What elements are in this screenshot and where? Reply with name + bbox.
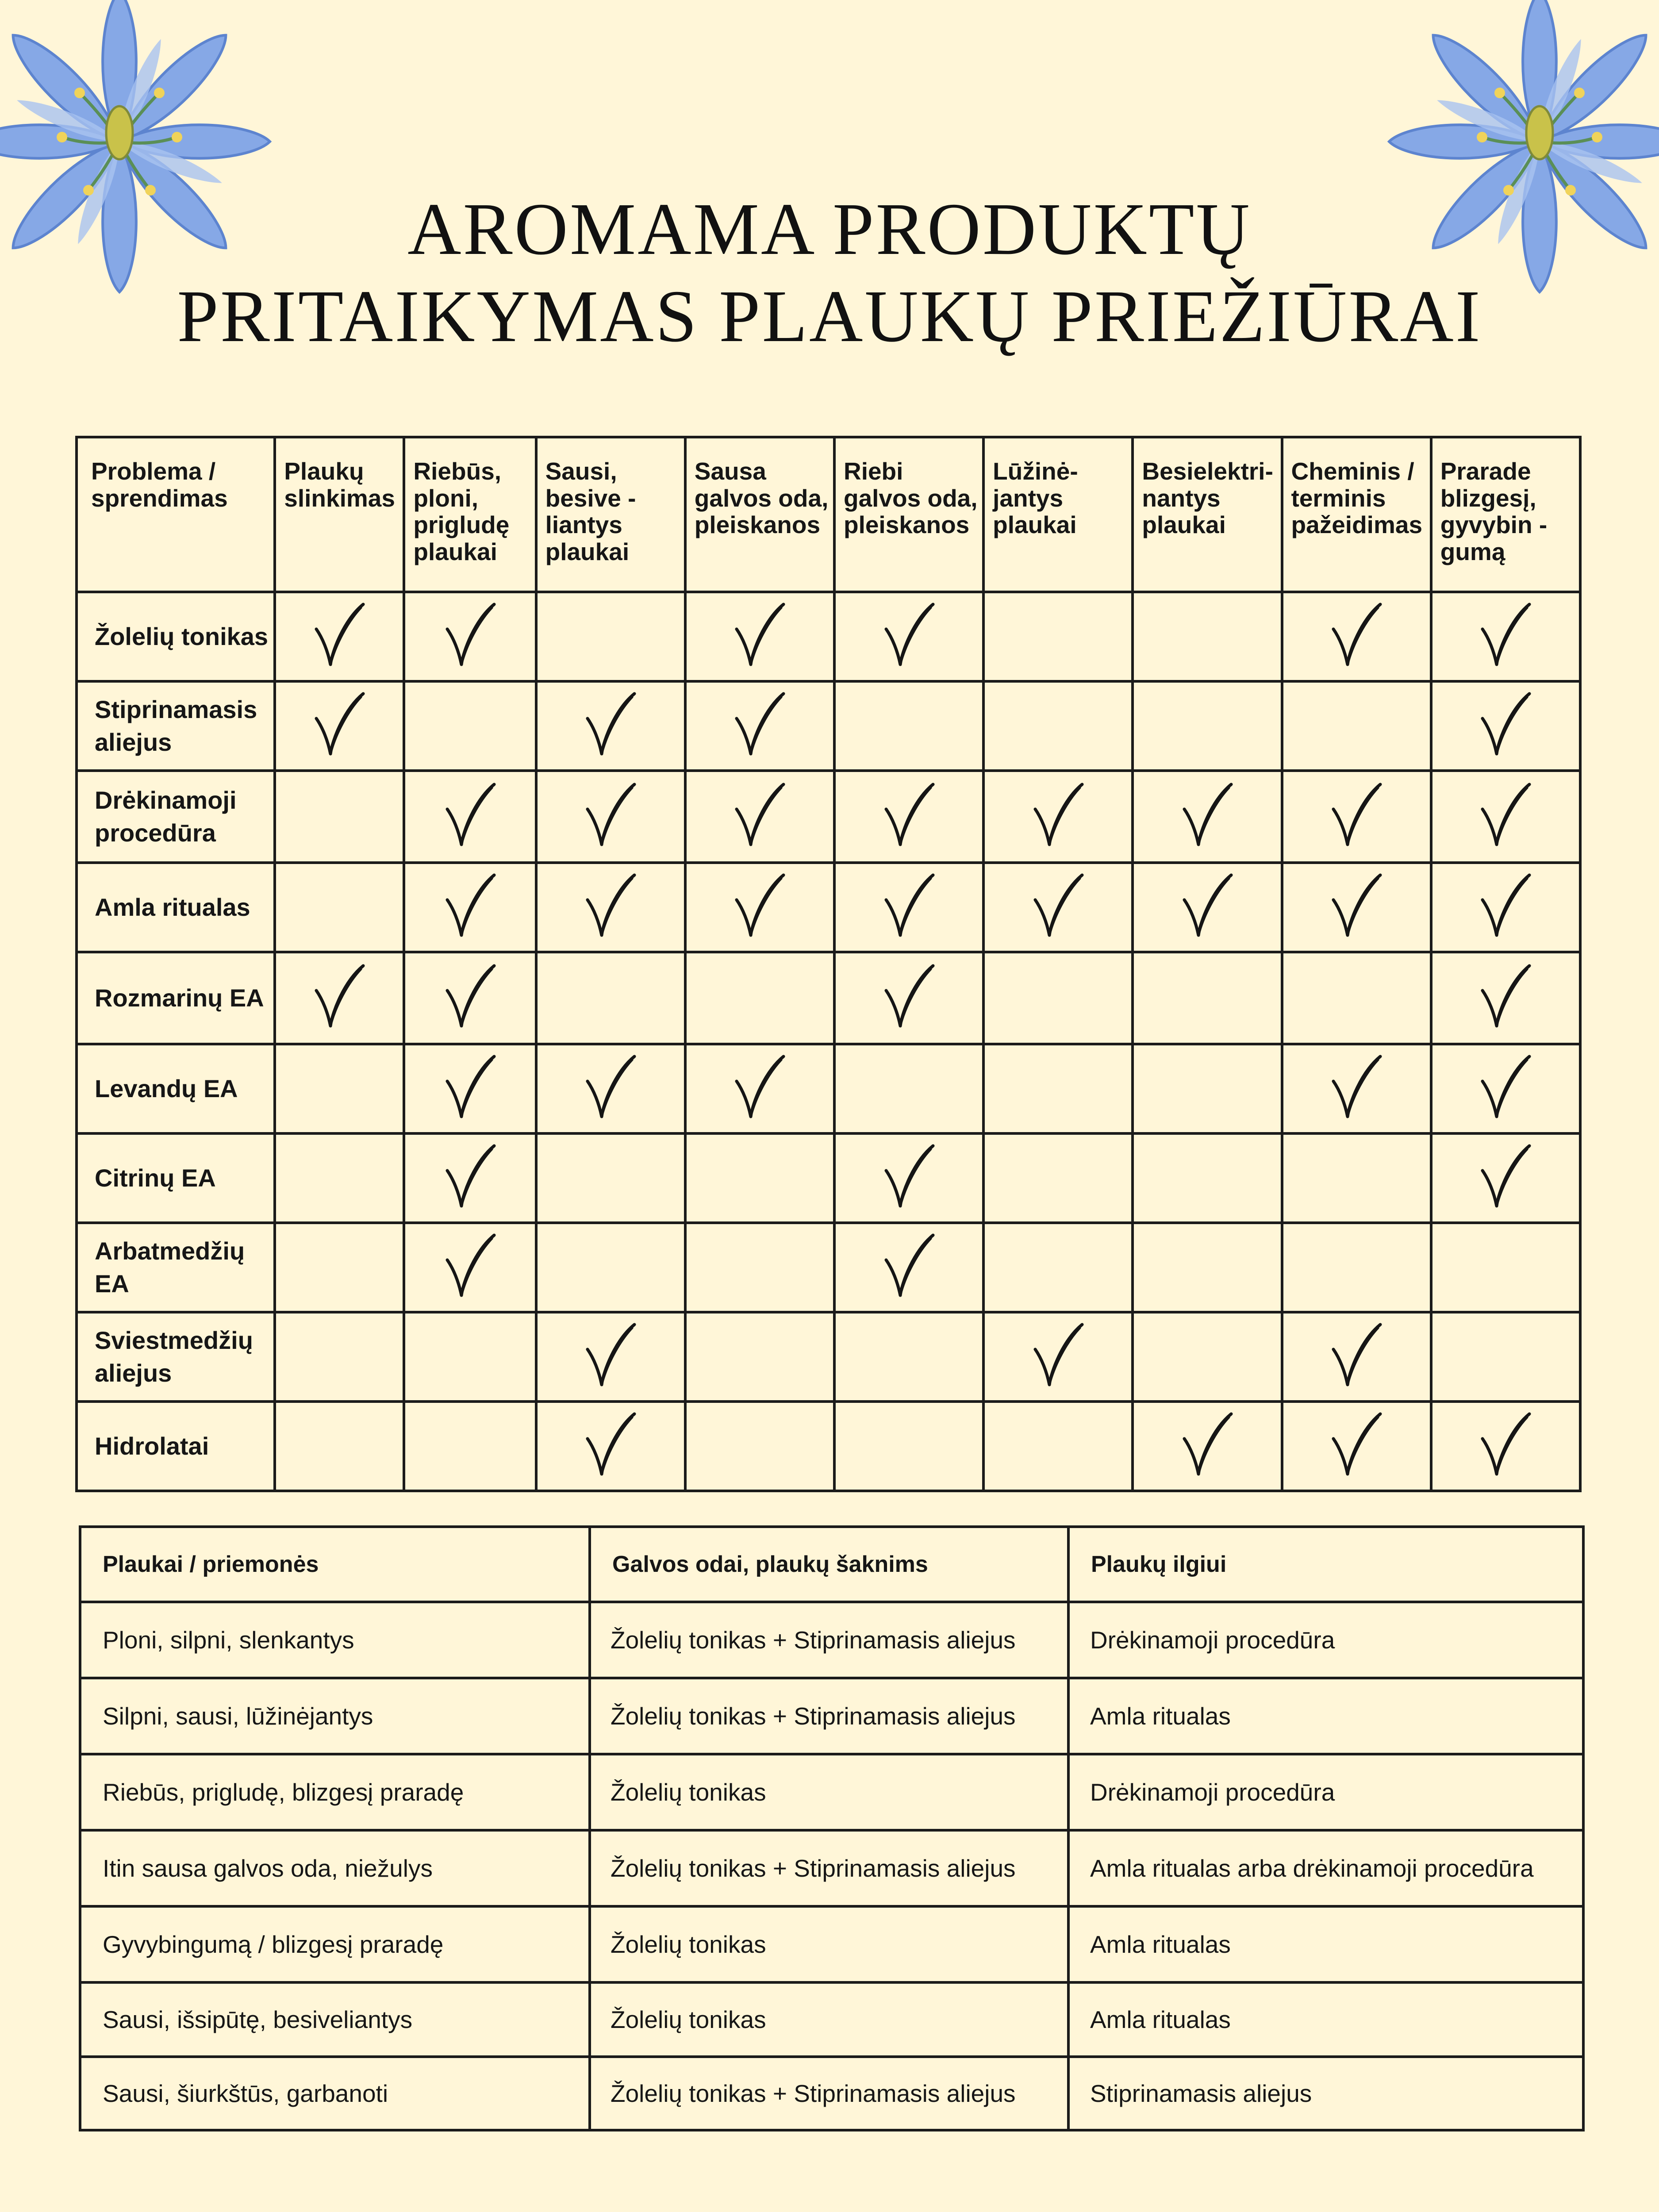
lengths-cell: Amla ritualas [1068, 1678, 1583, 1754]
hair-type-cell: Gyvybingumą / blizgesį praradę [80, 1906, 590, 1982]
hair-type-cell: Sausi, šiurkštūs, garbanoti [80, 2057, 590, 2130]
matrix-cell [1133, 1312, 1282, 1402]
scalp-cell: Žolelių tonikas + Stiprinamasis aliejus [590, 1602, 1068, 1678]
checkmark-icon [584, 783, 637, 849]
column-header: Besielektri- nantys plaukai [1133, 437, 1282, 592]
matrix-cell [404, 592, 536, 681]
hair-type-cell: Ploni, silpni, slenkantys [80, 1602, 590, 1678]
checkmark-icon [444, 964, 497, 1030]
checkmark-icon [1479, 603, 1532, 669]
matrix-cell [536, 1044, 685, 1133]
scalp-cell: Žolelių tonikas + Stiprinamasis aliejus [590, 1678, 1068, 1754]
product-problem-matrix [75, 436, 1582, 1492]
row-label: Sviestmedžių aliejus [77, 1312, 275, 1402]
column-header: Sausi, besive - liantys plaukai [536, 437, 685, 592]
matrix-cell [536, 1402, 685, 1491]
matrix-cell [275, 1223, 404, 1312]
matrix-cell [1431, 681, 1580, 771]
hair-type-cell: Silpni, sausi, lūžinėjantys [80, 1678, 590, 1754]
title-line-2: PRITAIKYMAS PLAUKŲ PRIEŽIŪRAI [177, 275, 1482, 357]
row-label: Rozmarinų EA [77, 952, 275, 1044]
checkmark-icon [313, 692, 366, 758]
matrix-cell [983, 1223, 1133, 1312]
matrix-cell [1282, 1402, 1431, 1491]
matrix-cell [404, 771, 536, 863]
lengths-cell: Drėkinamoji procedūra [1068, 1602, 1583, 1678]
matrix-cell [834, 952, 983, 1044]
matrix-cell [1133, 681, 1282, 771]
matrix-cell [1282, 1312, 1431, 1402]
checkmark-icon [1181, 1412, 1234, 1479]
checkmark-icon [584, 1412, 637, 1479]
matrix-row [77, 1044, 1580, 1133]
matrix-cell [685, 1312, 834, 1402]
matrix-cell [275, 681, 404, 771]
matrix-cell [404, 863, 536, 952]
matrix-header-row [77, 437, 1580, 592]
matrix-cell [1133, 1223, 1282, 1312]
lengths-cell: Amla ritualas [1068, 1906, 1583, 1982]
checkmark-icon [1330, 1323, 1383, 1389]
matrix-cell [1133, 771, 1282, 863]
matrix-cell [536, 771, 685, 863]
checkmark-icon [1479, 873, 1532, 940]
column-header: Plaukų slinkimas [275, 437, 404, 592]
matrix-cell [1133, 1044, 1282, 1133]
matrix-cell [404, 1044, 536, 1133]
checkmark-icon [584, 873, 637, 940]
checkmark-icon [883, 1144, 936, 1210]
recommendations-header-row [80, 1527, 1583, 1602]
checkmark-icon [444, 1055, 497, 1121]
matrix-row [77, 1312, 1580, 1402]
recommendation-row [80, 1678, 1583, 1754]
matrix-cell [834, 863, 983, 952]
lengths-cell: Drėkinamoji procedūra [1068, 1754, 1583, 1830]
recommendation-row [80, 1830, 1583, 1906]
matrix-cell [275, 592, 404, 681]
checkmark-icon [1479, 964, 1532, 1030]
checkmark-icon [584, 692, 637, 758]
matrix-cell [685, 863, 834, 952]
hair-type-cell: Riebūs, prigludę, blizgesį praradę [80, 1754, 590, 1830]
matrix-cell [685, 592, 834, 681]
recommendation-row [80, 1906, 1583, 1982]
checkmark-icon [444, 783, 497, 849]
title-line-1: AROMAMA PRODUKTŲ [407, 188, 1252, 270]
checkmark-icon [883, 873, 936, 940]
checkmark-icon [883, 603, 936, 669]
checkmark-icon [883, 1233, 936, 1300]
hair-type-cell: Itin sausa galvos oda, niežulys [80, 1830, 590, 1906]
matrix-row [77, 681, 1580, 771]
checkmark-icon [584, 1055, 637, 1121]
checkmark-icon [1032, 1323, 1085, 1389]
matrix-cell [275, 863, 404, 952]
matrix-cell [1431, 1133, 1580, 1223]
matrix-cell [834, 1133, 983, 1223]
matrix-cell [1431, 592, 1580, 681]
column-header: Sausa galvos oda, pleiskanos [685, 437, 834, 592]
scalp-cell: Žolelių tonikas [590, 1754, 1068, 1830]
matrix-cell [983, 863, 1133, 952]
matrix-cell [536, 1223, 685, 1312]
matrix-cell [834, 1402, 983, 1491]
matrix-cell [404, 681, 536, 771]
checkmark-icon [1479, 1412, 1532, 1479]
matrix-cell [685, 1133, 834, 1223]
matrix-cell [685, 1402, 834, 1491]
matrix-cell [275, 1044, 404, 1133]
checkmark-icon [733, 783, 786, 849]
matrix-cell [536, 592, 685, 681]
recommendation-row [80, 1982, 1583, 2057]
checkmark-icon [733, 873, 786, 940]
matrix-cell [685, 952, 834, 1044]
matrix-row [77, 863, 1580, 952]
matrix-cell [983, 1312, 1133, 1402]
row-label: Drėkinamoji procedūra [77, 771, 275, 863]
matrix-cell [1431, 1223, 1580, 1312]
matrix-cell [1282, 1223, 1431, 1312]
matrix-cell [685, 1044, 834, 1133]
matrix-cell [1431, 1312, 1580, 1402]
checkmark-icon [1330, 783, 1383, 849]
scalp-cell: Žolelių tonikas + Stiprinamasis aliejus [590, 1830, 1068, 1906]
matrix-cell [1282, 681, 1431, 771]
checkmark-icon [883, 783, 936, 849]
checkmark-icon [444, 603, 497, 669]
matrix-cell [983, 1402, 1133, 1491]
corner-header: Problema / sprendimas [77, 437, 275, 592]
checkmark-icon [1479, 783, 1532, 849]
matrix-cell [983, 952, 1133, 1044]
checkmark-icon [584, 1323, 637, 1389]
matrix-cell [685, 681, 834, 771]
matrix-cell [275, 1312, 404, 1402]
matrix-cell [1282, 771, 1431, 863]
column-header: Riebi galvos oda, pleiskanos [834, 437, 983, 592]
matrix-cell [1431, 952, 1580, 1044]
lengths-cell: Amla ritualas arba drėkinamoji procedūra [1068, 1830, 1583, 1906]
matrix-cell [404, 1402, 536, 1491]
matrix-cell [834, 1223, 983, 1312]
matrix-cell [1282, 1044, 1431, 1133]
checkmark-icon [444, 1144, 497, 1210]
matrix-cell [1431, 863, 1580, 952]
matrix-cell [834, 1312, 983, 1402]
matrix-cell [536, 681, 685, 771]
matrix-cell [834, 592, 983, 681]
scalp-cell: Žolelių tonikas [590, 1906, 1068, 1982]
lengths-cell: Stiprinamasis aliejus [1068, 2057, 1583, 2130]
row-label: Citrinų EA [77, 1133, 275, 1223]
checkmark-icon [733, 692, 786, 758]
checkmark-icon [1479, 692, 1532, 758]
row-label: Žolelių tonikas [77, 592, 275, 681]
matrix-row [77, 771, 1580, 863]
lengths-cell: Amla ritualas [1068, 1982, 1583, 2057]
row-label: Amla ritualas [77, 863, 275, 952]
checkmark-icon [1330, 1412, 1383, 1479]
row-label: Stiprinamasis aliejus [77, 681, 275, 771]
recommendation-row [80, 1602, 1583, 1678]
matrix-cell [536, 1133, 685, 1223]
column-header: Cheminis / terminis pažeidimas [1282, 437, 1431, 592]
matrix-cell [1431, 1044, 1580, 1133]
matrix-row [77, 1402, 1580, 1491]
matrix-cell [983, 1044, 1133, 1133]
recommendations-table [79, 1525, 1585, 2131]
matrix-cell [404, 952, 536, 1044]
matrix-cell [536, 1312, 685, 1402]
matrix-cell [1133, 863, 1282, 952]
checkmark-icon [1181, 783, 1234, 849]
column-header-lengths: Plaukų ilgiui [1068, 1527, 1583, 1602]
matrix-cell [1282, 952, 1431, 1044]
matrix-cell [404, 1312, 536, 1402]
column-header-scalp: Galvos odai, plaukų šaknims [590, 1527, 1068, 1602]
hair-type-cell: Sausi, išsipūtę, besiveliantys [80, 1982, 590, 2057]
checkmark-icon [313, 603, 366, 669]
scalp-cell: Žolelių tonikas + Stiprinamasis aliejus [590, 2057, 1068, 2130]
checkmark-icon [1479, 1055, 1532, 1121]
matrix-cell [1282, 863, 1431, 952]
matrix-row [77, 592, 1580, 681]
row-label: Levandų EA [77, 1044, 275, 1133]
matrix-cell [536, 952, 685, 1044]
matrix-cell [275, 1133, 404, 1223]
checkmark-icon [1479, 1144, 1532, 1210]
column-header: Riebūs, ploni, prigludę plaukai [404, 437, 536, 592]
checkmark-icon [733, 1055, 786, 1121]
matrix-row [77, 1223, 1580, 1312]
matrix-cell [983, 681, 1133, 771]
matrix-cell [983, 1133, 1133, 1223]
matrix-row [77, 952, 1580, 1044]
matrix-cell [1133, 1402, 1282, 1491]
checkmark-icon [1330, 603, 1383, 669]
row-label: Hidrolatai [77, 1402, 275, 1491]
matrix-cell [1282, 592, 1431, 681]
matrix-cell [1431, 771, 1580, 863]
checkmark-icon [1032, 783, 1085, 849]
matrix-cell [1431, 1402, 1580, 1491]
checkmark-icon [1032, 873, 1085, 940]
checkmark-icon [1181, 873, 1234, 940]
checkmark-icon [1330, 1055, 1383, 1121]
page-title [0, 186, 1659, 360]
matrix-cell [404, 1223, 536, 1312]
checkmark-icon [444, 873, 497, 940]
matrix-cell [275, 1402, 404, 1491]
column-header-hair: Plaukai / priemonės [80, 1527, 590, 1602]
matrix-cell [834, 1044, 983, 1133]
recommendation-row [80, 2057, 1583, 2130]
checkmark-icon [444, 1233, 497, 1300]
matrix-cell [834, 681, 983, 771]
checkmark-icon [313, 964, 366, 1030]
checkmark-icon [733, 603, 786, 669]
row-label: Arbatmedžių EA [77, 1223, 275, 1312]
matrix-cell [404, 1133, 536, 1223]
matrix-cell [536, 863, 685, 952]
matrix-cell [1133, 592, 1282, 681]
checkmark-icon [1330, 873, 1383, 940]
matrix-cell [685, 771, 834, 863]
matrix-cell [1133, 1133, 1282, 1223]
matrix-cell [1282, 1133, 1431, 1223]
column-header: Lūžinė- jantys plaukai [983, 437, 1133, 592]
matrix-cell [1133, 952, 1282, 1044]
matrix-row [77, 1133, 1580, 1223]
matrix-cell [983, 771, 1133, 863]
matrix-cell [834, 771, 983, 863]
matrix-cell [983, 592, 1133, 681]
scalp-cell: Žolelių tonikas [590, 1982, 1068, 2057]
matrix-cell [275, 952, 404, 1044]
matrix-cell [275, 771, 404, 863]
matrix-cell [685, 1223, 834, 1312]
checkmark-icon [883, 964, 936, 1030]
column-header: Prarade blizgesį, gyvybin - gumą [1431, 437, 1580, 592]
recommendation-row [80, 1754, 1583, 1830]
